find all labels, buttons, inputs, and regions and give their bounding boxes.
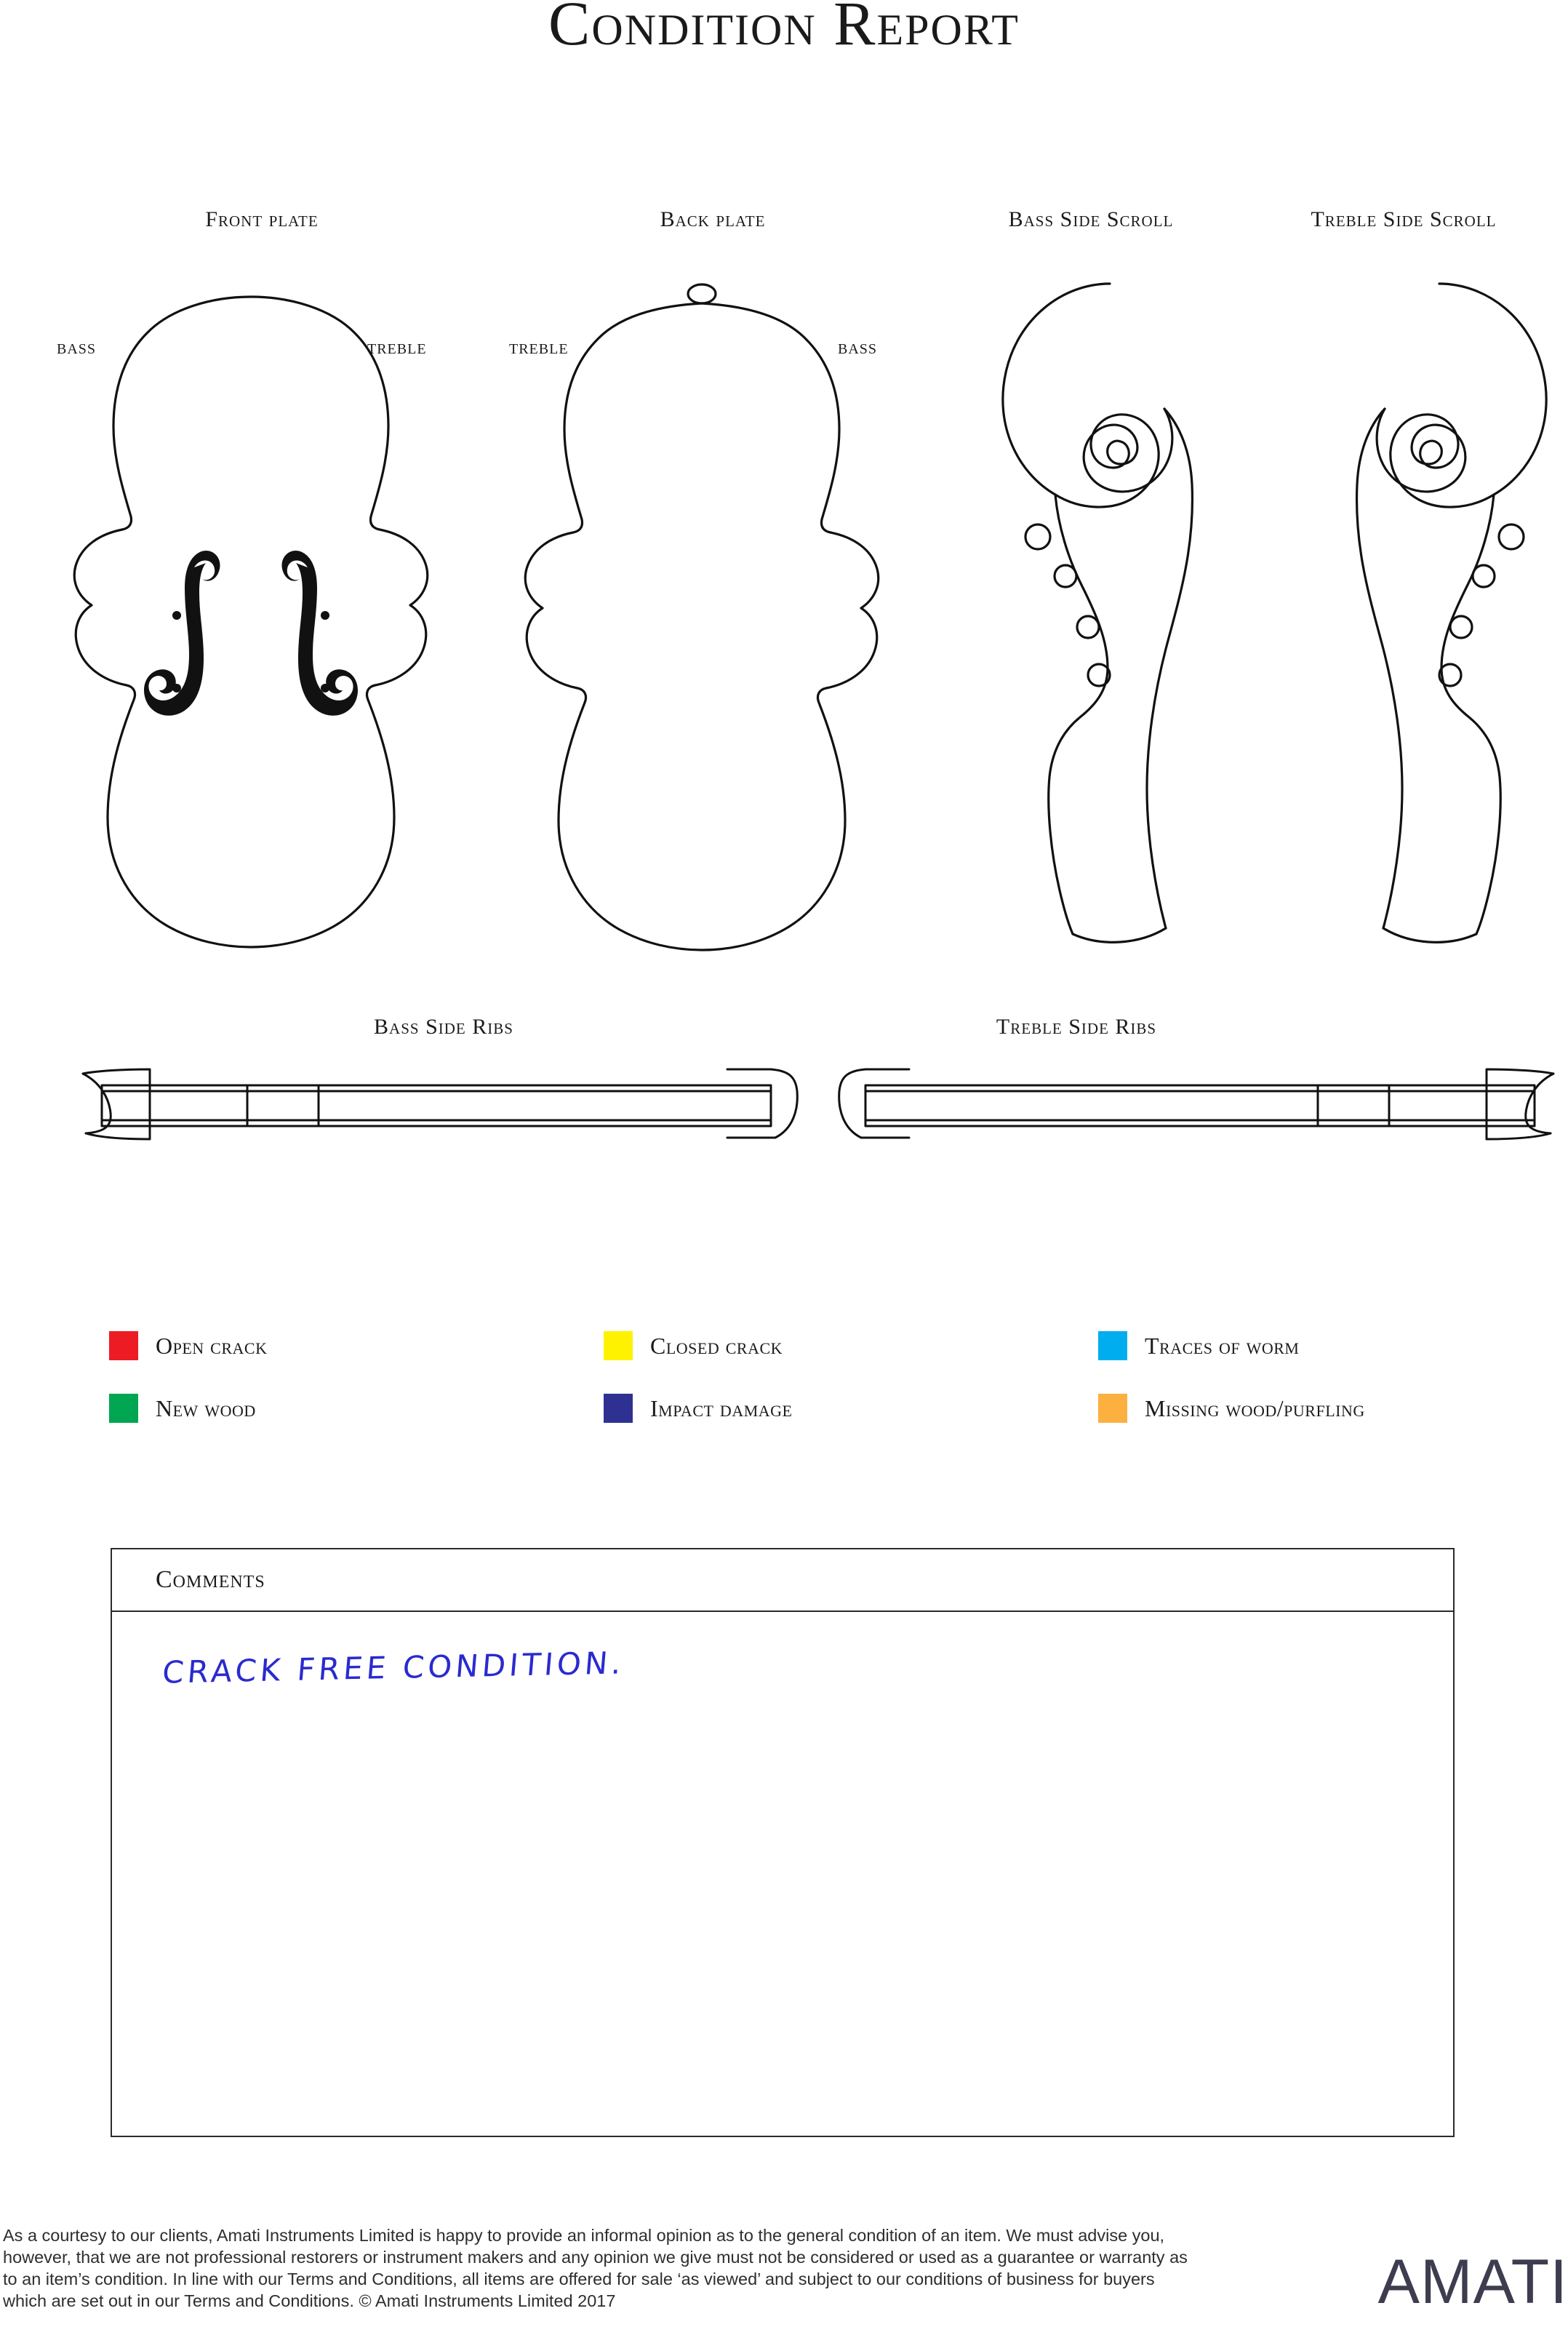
legend-item-traces-of-worm <box>1098 1331 1505 1360</box>
page-title: Condition Report <box>548 0 1020 58</box>
comments-handwritten-value: CRACK FREE CONDITION. <box>161 1645 626 1691</box>
back-plate-diagram[interactable] <box>495 276 909 953</box>
treble-side-scroll-diagram[interactable] <box>1302 271 1564 954</box>
legend-item-missing-wood-purfling <box>1098 1394 1505 1423</box>
legend-row <box>109 1394 1505 1423</box>
label-back-bass: BASS <box>838 341 878 357</box>
legend-label-new-wood: New wood <box>156 1394 256 1421</box>
swatch-impact-damage <box>604 1394 633 1423</box>
caption-treble-side-ribs: Treble Side Ribs <box>996 1015 1157 1039</box>
label-back-treble: TREBLE <box>509 341 569 357</box>
caption-bass-side-ribs: Bass Side Ribs <box>374 1015 513 1039</box>
footer <box>0 2224 1568 2327</box>
legend-item-closed-crack <box>604 1331 1098 1360</box>
treble-side-ribs-diagram[interactable] <box>836 1047 1564 1164</box>
comments-header-label: Comments <box>156 1566 265 1593</box>
damage-legend <box>109 1331 1505 1456</box>
caption-front-plate: Front plate <box>205 207 319 231</box>
legend-label-traces-of-worm: Traces of worm <box>1145 1332 1300 1359</box>
label-front-bass: BASS <box>57 341 97 357</box>
legend-label-impact-damage: Impact damage <box>650 1394 793 1421</box>
front-plate-diagram[interactable] <box>44 276 458 953</box>
legend-item-new-wood <box>109 1394 604 1423</box>
swatch-new-wood <box>109 1394 138 1423</box>
footer-disclaimer: As a courtesy to our clients, Amati Instruments Limited is happy to provide an informal opinion as to the general condition of an item. We must advise you, however, that we are not professional restorers or instrument makers and any opinion we give must not be considered or used as a guarantee or warranty as to an item’s condition. In line with our Terms and Conditions, all items are offered for sale ‘as viewed’ and subject to our conditions of business for buyers which are set out in our Terms and Conditions. © Amati Instruments Limited 2017 <box>3 2226 1188 2310</box>
swatch-open-crack <box>109 1331 138 1360</box>
legend-item-impact-damage <box>604 1394 1098 1423</box>
swatch-missing-wood-purfling <box>1098 1394 1127 1423</box>
legend-label-closed-crack: Closed crack <box>650 1332 783 1359</box>
swatch-closed-crack <box>604 1331 633 1360</box>
caption-bass-side-scroll: Bass Side Scroll <box>1008 207 1174 231</box>
label-front-treble: TREBLE <box>367 341 427 357</box>
comments-box <box>111 1548 1455 2137</box>
comments-header <box>112 1549 1453 1612</box>
legend-row <box>109 1331 1505 1360</box>
legend-label-missing-wood-purfling: Missing wood/purfling <box>1145 1394 1365 1421</box>
caption-back-plate: Back plate <box>660 207 766 231</box>
swatch-traces-of-worm <box>1098 1331 1127 1360</box>
bass-side-scroll-diagram[interactable] <box>985 271 1247 954</box>
caption-treble-side-scroll: Treble Side Scroll <box>1311 207 1497 231</box>
comments-field[interactable] <box>112 1612 1453 2136</box>
legend-label-open-crack: Open crack <box>156 1332 268 1359</box>
bass-side-ribs-diagram[interactable] <box>73 1047 800 1164</box>
legend-item-open-crack <box>109 1331 604 1360</box>
amati-logo: AMATI <box>1377 2247 1568 2317</box>
